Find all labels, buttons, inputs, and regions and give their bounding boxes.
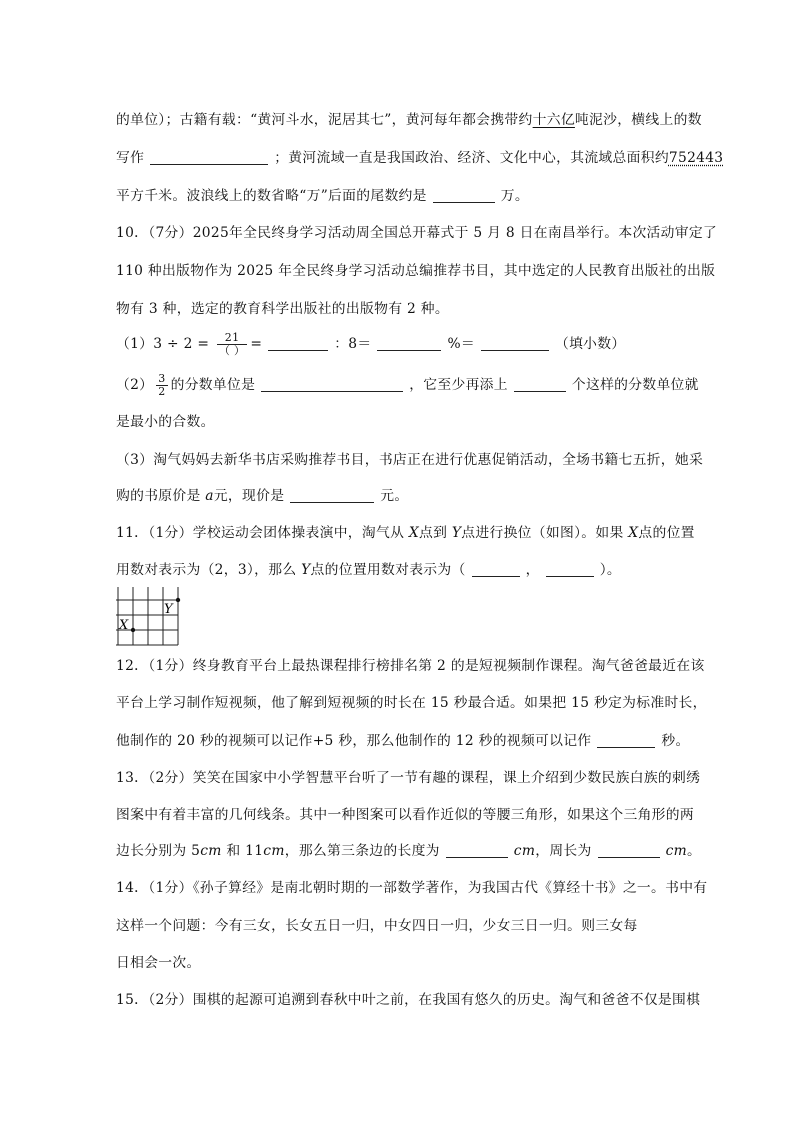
unit-cm: cm <box>263 843 285 859</box>
text-segment: 10．（7分）2025年全民终身学习活动周全国总开幕式于 5 月 8 日在南昌举行。本次活动审定了 <box>116 225 718 241</box>
text-segment: 秒。 <box>661 733 690 749</box>
text-segment: ，周长为 <box>535 843 592 859</box>
label-y: Y <box>164 602 173 617</box>
text-segment: 15．（2分）围棋的起源可追溯到春秋中叶之前，在我国有悠久的历史。淘气和爸爸不仅是围棋 <box>116 992 701 1008</box>
fraction-numerator: 21 <box>217 332 247 345</box>
answer-blank[interactable] <box>446 843 508 858</box>
text-segment: ）。 <box>599 562 622 578</box>
fraction <box>156 373 167 398</box>
text-segment: 110 种出版物作为 2025 年全民终身学习活动总编推荐书目，其中选定的人民教育出版社的出版 <box>116 263 716 279</box>
text-line <box>116 916 638 936</box>
unit-cm: cm <box>513 843 536 859</box>
text-segment: = <box>250 336 263 352</box>
text-segment: 点的位置 <box>638 525 695 541</box>
answer-blank[interactable] <box>481 336 549 351</box>
text-line <box>116 186 529 206</box>
text-line <box>116 261 715 281</box>
text-line <box>116 560 621 580</box>
answer-blank[interactable] <box>377 336 441 351</box>
answer-blank[interactable] <box>261 377 403 392</box>
text-line <box>116 450 703 470</box>
answer-blank[interactable] <box>514 377 566 392</box>
answer-blank[interactable] <box>290 488 374 503</box>
text-segment: 这样一个问题：今有三女，长女五日一归，中女四日一归，少女三日一归。则三女每 <box>116 918 638 934</box>
question-10-line <box>116 223 717 243</box>
text-segment: 11．（1分）学校运动会团体操表演中，淘气从 <box>116 525 409 541</box>
variable-x: X <box>628 525 639 541</box>
unit-cm: cm <box>665 843 688 859</box>
text-line <box>116 110 702 130</box>
point-y <box>176 598 180 602</box>
question-13-line <box>116 768 700 788</box>
text-segment: 的分数单位是 <box>170 377 256 393</box>
fraction-denominator: 2 <box>158 385 166 398</box>
fraction-numerator: 3 <box>158 372 166 385</box>
answer-blank[interactable] <box>597 733 655 748</box>
text-line <box>116 731 690 751</box>
text-segment: 13．（2分）笑笑在国家中小学智慧平台听了一节有趣的课程，课上介绍到少数民族白族的刺绣 <box>116 770 701 786</box>
wavy-underlined-number: 752443 <box>668 150 724 166</box>
text-segment: （2） <box>116 377 154 393</box>
text-segment: 写作 <box>116 150 145 166</box>
label-x: X <box>119 618 129 633</box>
text-segment: ：8＝ <box>334 336 372 352</box>
text-line <box>116 953 201 973</box>
text-segment: 是最小的合数。 <box>116 414 215 430</box>
text-segment: 购的书原价是 <box>116 488 206 504</box>
text-segment: 他制作的 20 秒的视频可以记作+5 秒，那么他制作的 12 秒的视频可以记作 <box>116 733 592 749</box>
text-segment: 平台上学习制作短视频，他了解到短视频的时长在 15 秒最合适。如果把 15 秒定为标准时长， <box>116 695 707 711</box>
text-segment: 元，现价是 <box>213 488 285 504</box>
answer-blank[interactable] <box>472 562 520 577</box>
question-12-line <box>116 656 705 676</box>
text-segment: （1）3 ÷ 2 = <box>116 336 210 352</box>
answer-blank[interactable] <box>150 150 268 165</box>
text-segment: 。 <box>687 843 702 859</box>
text-segment: 点进行换位（如图）。如果 <box>461 525 629 541</box>
text-line <box>116 299 449 319</box>
text-segment: 万。 <box>500 188 529 204</box>
question-14-line <box>116 878 707 898</box>
text-line <box>116 805 694 825</box>
fraction-denominator[interactable]: （ ） <box>218 344 246 357</box>
fraction <box>217 332 247 357</box>
text-segment: ，它至少再添上 <box>409 377 508 393</box>
text-line <box>116 412 215 432</box>
text-segment: ， <box>525 562 540 578</box>
text-segment: 图案中有着丰富的几何线条。其中一种图案可以看作近似的等腰三角形，如果这个三角形的两 <box>116 807 694 823</box>
text-line <box>116 373 699 398</box>
text-segment: ，那么第三条边的长度为 <box>284 843 440 859</box>
answer-blank[interactable] <box>598 843 660 858</box>
text-line <box>116 332 625 357</box>
text-segment: 12．（1分）终身教育平台上最热课程排行榜排名第 2 的是短视频制作课程。淘气爸爸最近在该 <box>116 658 705 674</box>
text-segment: 用数对表示为（2，3），那么 <box>116 562 302 578</box>
underlined-number: 十六亿 <box>532 112 575 128</box>
text-segment: 个这样的分数单位就 <box>571 377 699 393</box>
text-segment: 边长分别为 5 <box>116 843 201 859</box>
text-segment: 14．（1分）《孙子算经》是南北朝时期的一部数学著作，为我国古代《算经十书》之一。书中有 <box>116 880 708 896</box>
text-segment: 平方千米。波浪线上的数省略“万”后面的尾数约是 <box>116 188 427 204</box>
text-line <box>116 486 409 506</box>
answer-blank[interactable] <box>433 188 495 203</box>
text-line <box>116 148 723 168</box>
position-grid-figure <box>116 587 186 647</box>
variable-y: Y <box>301 562 311 578</box>
text-segment: 元。 <box>380 488 409 504</box>
answer-blank[interactable] <box>268 336 328 351</box>
variable-y: Y <box>451 525 462 541</box>
unit-cm: cm <box>200 843 222 859</box>
text-segment: （填小数） <box>554 336 626 352</box>
text-segment: 的单位）；古籍有载：“黄河斗水，泥居其七”，黄河每年都会携带约 <box>116 112 533 128</box>
text-segment: 日相会一次。 <box>116 955 201 971</box>
text-segment: （3）淘气妈妈去新华书店采购推荐书目，书店正在进行优惠促销活动，全场书籍七五折，她采 <box>116 452 704 468</box>
point-x <box>131 628 135 632</box>
text-segment: ；黄河流域一直是我国政治、经济、文化中心，其流域总面积约 <box>274 150 669 166</box>
text-segment: 点的位置用数对表示为（ <box>310 562 466 578</box>
variable-x: X <box>408 525 419 541</box>
text-line <box>116 693 707 713</box>
question-15-line <box>116 990 700 1010</box>
text-line <box>116 841 701 861</box>
text-segment: 点到 <box>418 525 452 541</box>
variable-a: a <box>205 488 214 504</box>
answer-blank[interactable] <box>546 562 594 577</box>
question-11-line <box>116 523 695 543</box>
text-segment: %＝ <box>447 336 475 352</box>
text-segment: 和 11 <box>221 843 264 859</box>
text-segment: 吨泥沙，横线上的数 <box>574 112 702 128</box>
text-segment: 物有 3 种，选定的教育科学出版社的出版物有 2 种。 <box>116 301 449 317</box>
